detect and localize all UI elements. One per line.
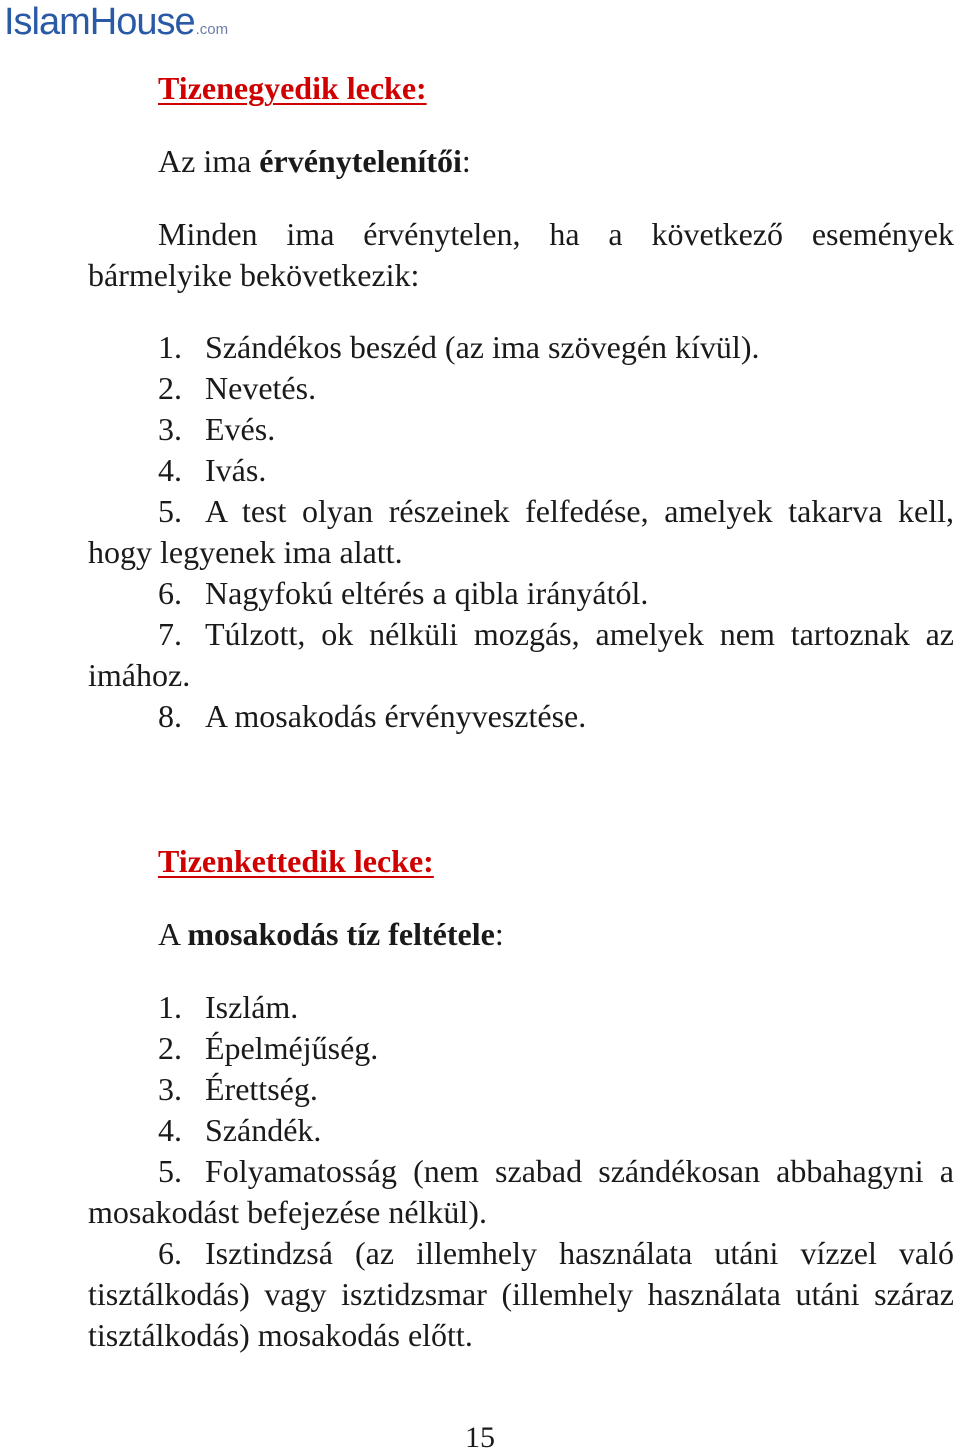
list-item [88, 696, 954, 737]
list-item [88, 1151, 954, 1233]
lesson-11-heading: Tizenegyedik lecke: [158, 70, 427, 106]
item-number: 2. [158, 370, 182, 406]
item-number: 4. [158, 452, 182, 488]
lesson-12-subheading [88, 914, 960, 955]
item-text: Evés. [205, 411, 276, 447]
item-number: 5. [158, 1153, 182, 1189]
list-item [88, 614, 954, 696]
list-item [88, 1233, 954, 1356]
list-item [88, 368, 954, 409]
list-item [88, 450, 954, 491]
page-number: 15 [465, 1421, 495, 1454]
list-item [88, 327, 954, 368]
item-number: 6. [158, 1235, 182, 1271]
list-item [88, 573, 954, 614]
lesson-12-heading: Tizenkettedik lecke: [158, 843, 434, 879]
list-item [88, 1110, 954, 1151]
lesson-12-subheading-colon: : [494, 916, 504, 952]
item-text: A test olyan részeinek felfedése, amelyek takarva kell, hogy legyenek ima alatt. [88, 493, 954, 570]
list-item [88, 409, 954, 450]
lesson-12-subheading-bold: mosakodás tíz feltétele [187, 916, 495, 952]
item-number: 6. [158, 575, 182, 611]
lesson-11-subheading-plain: Az ima [158, 143, 260, 179]
list-item [88, 1069, 954, 1110]
lesson-11-intro: Minden ima érvénytelen, ha a következő események bármelyike bekövetkezik: [88, 216, 954, 293]
item-text: Iszlám. [205, 989, 299, 1025]
item-number: 1. [158, 329, 182, 365]
logo-main-text: IslamHouse [4, 1, 195, 43]
lesson-12-list [88, 987, 954, 1356]
item-number: 1. [158, 989, 182, 1025]
item-text: Nagyfokú eltérés a qibla irányától. [205, 575, 649, 611]
item-text: Szándékos beszéd (az ima szövegén kívül). [205, 329, 760, 365]
item-text: Szándék. [205, 1112, 322, 1148]
item-text: Épelméjűség. [205, 1030, 379, 1066]
list-item [88, 1028, 954, 1069]
item-number: 3. [158, 1071, 182, 1107]
item-text: Túlzott, ok nélküli mozgás, amelyek nem tartoznak az imához. [88, 616, 954, 693]
item-text: Nevetés. [205, 370, 317, 406]
item-number: 3. [158, 411, 182, 447]
item-text: Érettség. [205, 1071, 318, 1107]
logo-domain-text: .com [195, 21, 229, 38]
item-text: Ivás. [205, 452, 267, 488]
lesson-12-subheading-plain: A [158, 916, 188, 952]
item-text: A mosakodás érvényvesztése. [205, 698, 587, 734]
item-text: Isztindzsá (az illemhely használata utáni vízzel való tisztálkodás) vagy isztidzsmar (illemhely használata utáni száraz tisztálkodás) mosakodás előtt. [88, 1235, 954, 1353]
item-number: 2. [158, 1030, 182, 1066]
lesson-11-subheading-bold: érvénytelenítői [259, 143, 462, 179]
item-text: Folyamatosság (nem szabad szándékosan abbahagyni a mosakodást befejezése nélkül). [88, 1153, 954, 1230]
lesson-11-list [88, 327, 954, 737]
lesson-11-subheading [88, 141, 960, 182]
item-number: 5. [158, 493, 182, 529]
item-number: 4. [158, 1112, 182, 1148]
islamhouse-logo [4, 2, 228, 42]
item-number: 7. [158, 616, 182, 652]
list-item [88, 491, 954, 573]
list-item [88, 987, 954, 1028]
lesson-11-subheading-colon: : [461, 143, 471, 179]
item-number: 8. [158, 698, 182, 734]
